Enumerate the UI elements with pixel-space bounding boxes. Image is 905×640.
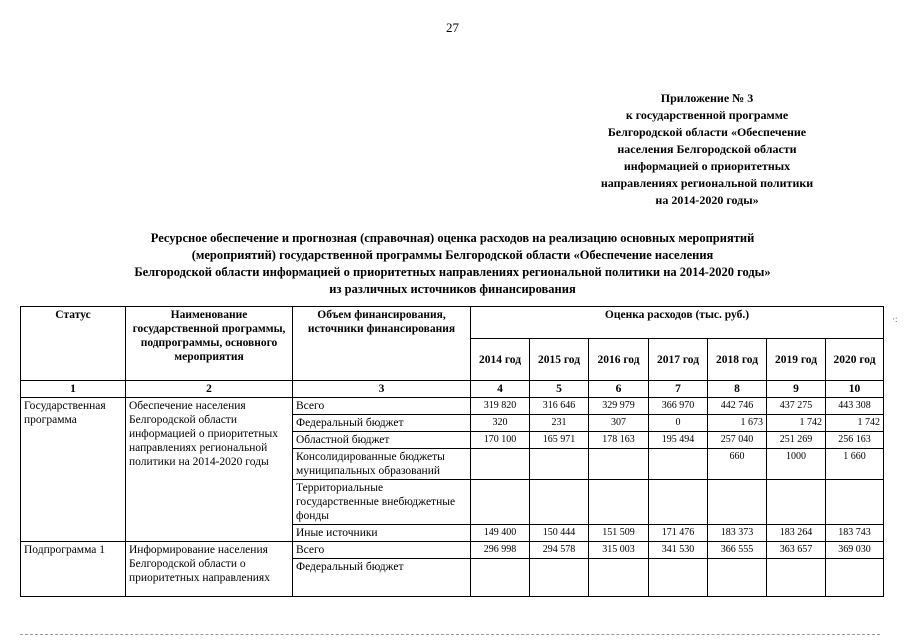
appendix-line: Белгородской области «Обеспечение <box>607 125 807 139</box>
status-cell: Государственная программа <box>21 398 126 542</box>
value-cell <box>471 480 530 525</box>
value-cell: 231 <box>530 415 589 432</box>
source-cell: Всего <box>293 398 471 415</box>
value-cell <box>649 449 708 480</box>
header-status: Статус <box>21 307 126 381</box>
column-number: 10 <box>826 381 884 398</box>
status-cell: Подпрограмма 1 <box>21 542 126 597</box>
program-name-cell: Информирование населения Белгородской области о приоритетных направлениях <box>126 542 293 597</box>
appendix-line: направлениях региональной политики <box>600 176 814 190</box>
column-number: 9 <box>767 381 826 398</box>
value-cell: 1 742 <box>767 415 826 432</box>
value-cell: 1000 <box>767 449 826 480</box>
column-number: 1 <box>21 381 126 398</box>
value-cell <box>589 449 649 480</box>
header-year: 2018 год <box>708 339 767 381</box>
title-line: из различных источников финансирования <box>329 282 576 296</box>
value-cell: 660 <box>708 449 767 480</box>
source-cell: Областной бюджет <box>293 432 471 449</box>
value-cell: 165 971 <box>530 432 589 449</box>
column-number: 6 <box>589 381 649 398</box>
appendix-line: к государственной программе <box>625 108 789 122</box>
value-cell: 369 030 <box>826 542 884 559</box>
title-line: Ресурсное обеспечение и прогнозная (справочная) оценка расходов на реализацию основных мероприятий <box>150 231 755 245</box>
value-cell: 149 400 <box>471 525 530 542</box>
document-title <box>30 230 875 298</box>
value-cell: 183 743 <box>826 525 884 542</box>
source-cell: Всего <box>293 542 471 559</box>
value-cell <box>708 480 767 525</box>
value-cell: 178 163 <box>589 432 649 449</box>
source-cell: Иные источники <box>293 525 471 542</box>
title-line: Белгородской области информацией о приоритетных направлениях региональной политики на 2014-2020 годы» <box>134 265 771 279</box>
value-cell: 183 264 <box>767 525 826 542</box>
value-cell: 150 444 <box>530 525 589 542</box>
source-cell: Консолидированные бюджеты муниципальных образований <box>293 449 471 480</box>
appendix-line: на 2014-2020 годы» <box>655 193 759 207</box>
value-cell: 294 578 <box>530 542 589 559</box>
header-name: Наименование государственной программы, подпрограммы, основного мероприятия <box>126 307 293 381</box>
value-cell: 1 673 <box>708 415 767 432</box>
value-cell: 329 979 <box>589 398 649 415</box>
column-number: 8 <box>708 381 767 398</box>
funding-table <box>20 306 884 597</box>
value-cell: 183 373 <box>708 525 767 542</box>
value-cell: 1 742 <box>826 415 884 432</box>
column-number: 3 <box>293 381 471 398</box>
value-cell: 151 509 <box>589 525 649 542</box>
appendix-line: информацией о приоритетных <box>623 159 791 173</box>
header-year: 2020 год <box>826 339 884 381</box>
table-row <box>21 542 884 559</box>
scan-artifact: ·: <box>892 314 898 324</box>
appendix-note <box>562 90 852 209</box>
value-cell: 296 998 <box>471 542 530 559</box>
header-funding: Объем финансирования, источники финансирования <box>293 307 471 381</box>
header-year: 2016 год <box>589 339 649 381</box>
value-cell: 319 820 <box>471 398 530 415</box>
value-cell <box>589 480 649 525</box>
value-cell: 171 476 <box>649 525 708 542</box>
value-cell <box>471 449 530 480</box>
value-cell <box>649 480 708 525</box>
source-cell: Федеральный бюджет <box>293 415 471 432</box>
value-cell: 366 970 <box>649 398 708 415</box>
value-cell: 1 660 <box>826 449 884 480</box>
header-year: 2017 год <box>649 339 708 381</box>
value-cell: 366 555 <box>708 542 767 559</box>
value-cell <box>826 559 884 597</box>
value-cell <box>767 559 826 597</box>
value-cell: 443 308 <box>826 398 884 415</box>
source-cell: Федеральный бюджет <box>293 559 471 597</box>
value-cell: 251 269 <box>767 432 826 449</box>
source-cell: Территориальные государственные внебюджетные фонды <box>293 480 471 525</box>
header-year: 2014 год <box>471 339 530 381</box>
value-cell: 316 646 <box>530 398 589 415</box>
value-cell: 170 100 <box>471 432 530 449</box>
value-cell <box>708 559 767 597</box>
column-number: 4 <box>471 381 530 398</box>
value-cell: 442 746 <box>708 398 767 415</box>
header-estimate: Оценка расходов (тыс. руб.) <box>471 307 884 339</box>
value-cell: 341 530 <box>649 542 708 559</box>
table-row <box>21 398 884 415</box>
value-cell: 363 657 <box>767 542 826 559</box>
header-year: 2015 год <box>530 339 589 381</box>
appendix-line: Приложение № 3 <box>660 91 754 105</box>
value-cell: 256 163 <box>826 432 884 449</box>
value-cell <box>471 559 530 597</box>
value-cell: 437 275 <box>767 398 826 415</box>
value-cell: 320 <box>471 415 530 432</box>
value-cell: 257 040 <box>708 432 767 449</box>
value-cell <box>530 480 589 525</box>
program-name-cell: Обеспечение населения Белгородской области информацией о приоритетных направлениях региональной политики на 2014-2020 годы <box>126 398 293 542</box>
value-cell <box>589 559 649 597</box>
appendix-line: населения Белгородской области <box>617 142 797 156</box>
value-cell <box>530 559 589 597</box>
page-cut-line <box>20 634 880 635</box>
value-cell: 0 <box>649 415 708 432</box>
value-cell <box>767 480 826 525</box>
value-cell <box>649 559 708 597</box>
page-number: 27 <box>446 20 459 35</box>
value-cell <box>826 480 884 525</box>
header-year: 2019 год <box>767 339 826 381</box>
column-number: 5 <box>530 381 589 398</box>
value-cell: 315 003 <box>589 542 649 559</box>
column-number: 7 <box>649 381 708 398</box>
value-cell: 307 <box>589 415 649 432</box>
title-line: (мероприятий) государственной программы Белгородской области «Обеспечение населения <box>191 248 714 262</box>
value-cell: 195 494 <box>649 432 708 449</box>
column-number: 2 <box>126 381 293 398</box>
value-cell <box>530 449 589 480</box>
